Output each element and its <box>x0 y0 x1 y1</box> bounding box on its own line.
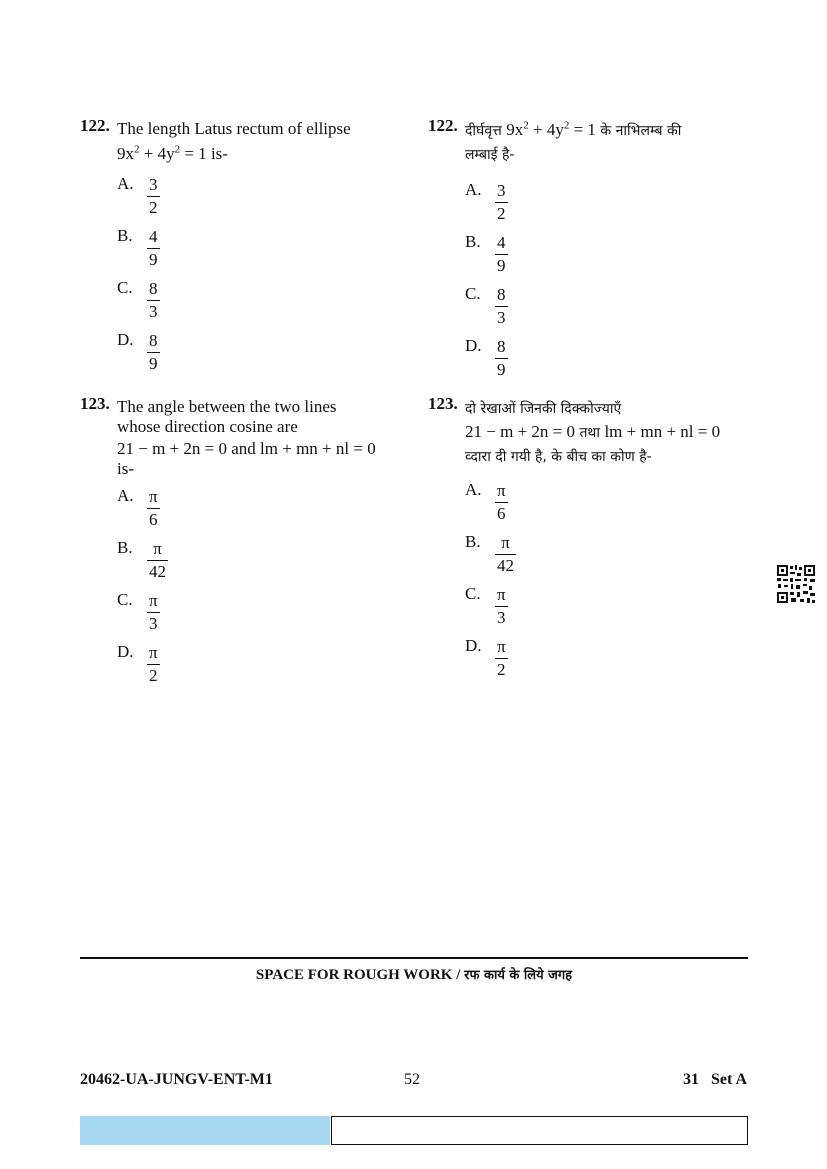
question-line: is- <box>117 459 134 478</box>
fraction: π 3 <box>497 585 506 627</box>
question-equation: 21 − m + 2n = 0 तथा lm + mn + nl = 0 <box>465 422 721 441</box>
question-number: 123. <box>428 394 458 413</box>
question-line: The angle between the two lines <box>117 397 337 416</box>
question-text <box>117 397 417 479</box>
fraction: π 3 <box>149 591 158 633</box>
fraction: π 42 <box>497 533 514 575</box>
question-line: व्दारा दी गयी है, के बीच का कोण है- <box>465 449 652 465</box>
question-number: 123. <box>80 394 110 413</box>
fraction: 8 3 <box>149 279 158 321</box>
question-line: The length Latus rectum of ellipse <box>117 119 351 138</box>
rough-work-heading: SPACE FOR ROUGH WORK / रफ कार्य के लिये जगह <box>255 967 573 983</box>
sheet-number: 31 <box>683 1071 699 1088</box>
fraction: 4 9 <box>497 233 506 275</box>
question-line: whose direction cosine are <box>117 417 298 436</box>
divider <box>80 957 748 959</box>
paper-code: 20462-UA-JUNGV-ENT-M1 <box>80 1071 273 1088</box>
footer-color-band <box>80 1116 330 1145</box>
fraction: π 42 <box>149 539 166 581</box>
question-number: 122. <box>428 116 458 135</box>
fraction: π 6 <box>497 481 506 523</box>
set-label <box>683 1071 747 1089</box>
question-number: 122. <box>80 116 110 135</box>
question-text <box>465 397 765 469</box>
fraction: 8 9 <box>497 337 506 379</box>
question-text <box>117 119 417 164</box>
question-text <box>465 119 765 167</box>
fraction: π 6 <box>149 487 158 529</box>
fraction: 8 9 <box>149 331 158 373</box>
english-column: 122. The length Latus rectum of ellipse $9x^2 + 4y^2 = 1$ is- A. 3 2 B. 4 9 C. 8 3 D. 8 9 123. The angle between the two lines whose direction cosine are 21 − m + 2n = 0 and lm + mn + nl = 0 is- A. π 6 B. π 42 C. π 3 D. π 2 <box>80 0 440 720</box>
fraction: 3 2 <box>149 175 158 217</box>
hindi-column: 122. दीर्घवृत्त $9x^2 + 4y^2 = 1$ के नाभिलम्ब की लम्बाई है- A. 3 2 B. 4 9 C. 8 3 D. 8 9 123. दो रेखाओं जिनकी दिक्कोज्याएँ 21 − m + 2n = 0 तथा lm + mn + nl = 0 व्दारा दी गयी है, के बीच का कोण है- A. π 6 B. π 42 C. π 3 D. π 2 <box>428 0 788 720</box>
question-equation: दीर्घवृत्त $9x^2 + 4y^2 = 1$ के नाभिलम्ब की <box>465 119 682 139</box>
question-line: दो रेखाओं जिनकी दिक्कोज्याएँ <box>465 401 622 417</box>
qr-code-icon <box>776 564 816 604</box>
question-equation: $9x^2 + 4y^2 = 1$ is- <box>117 143 228 163</box>
fraction: π 2 <box>149 643 158 685</box>
footer-box <box>331 1116 748 1145</box>
question-equation: 21 − m + 2n = 0 and lm + mn + nl = 0 <box>117 439 376 458</box>
question-line: लम्बाई है- <box>465 147 515 163</box>
fraction: π 2 <box>497 637 506 679</box>
set-name: Set A <box>711 1071 747 1088</box>
fraction: 3 2 <box>497 181 506 223</box>
page-number: 52 <box>404 1071 420 1088</box>
fraction: 4 9 <box>149 227 158 269</box>
fraction: 8 3 <box>497 285 506 327</box>
